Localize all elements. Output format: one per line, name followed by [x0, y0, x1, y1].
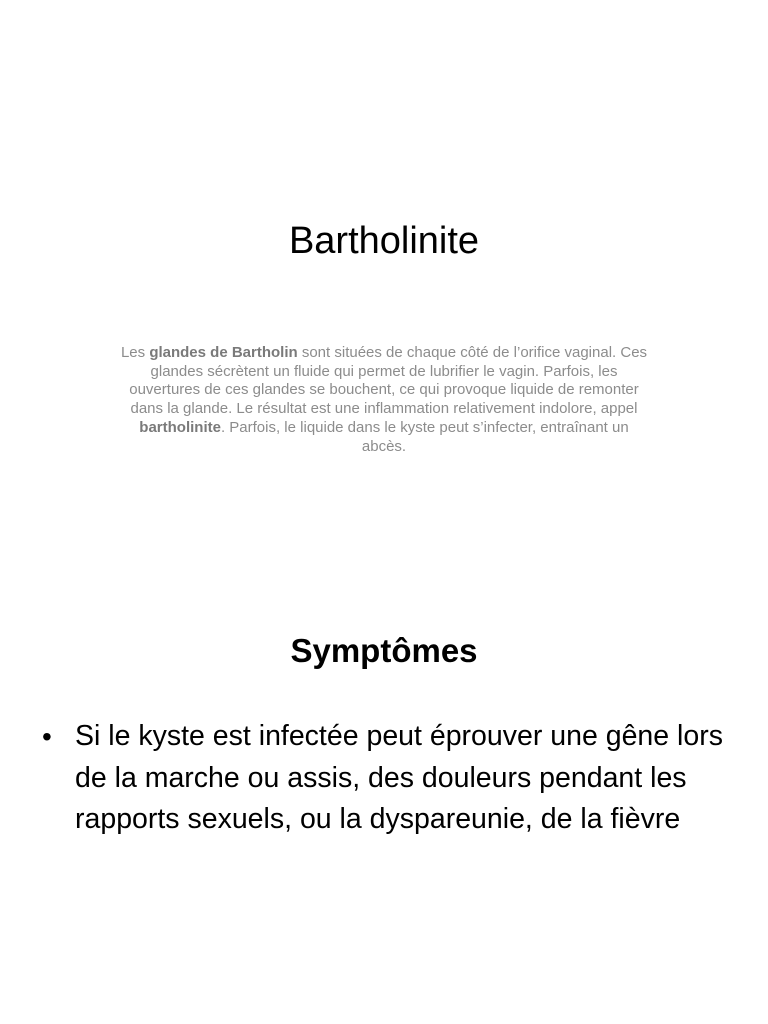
bullet-icon: • — [42, 721, 52, 752]
list-item — [42, 716, 732, 841]
intro-text-2: sont situées de chaque côté de l’orifice vaginal. Ces glandes sécrètent un fluide qui permet de lubrifier le vagin. Parfois, les ouvertures de ces glandes se bouchent, ce qui provoque liquide de remonter dans la glande. Le résultat est une inflammation relativement indolore, appel — [129, 344, 648, 418]
intro-bold-glandes: glandes de Bartholin — [149, 344, 298, 361]
symptom-list — [42, 716, 732, 841]
intro-bold-bartholinite: bartholinite — [139, 418, 221, 436]
slide-title: Bartholinite — [288, 220, 480, 263]
intro-text-1: Les — [120, 344, 150, 361]
intro-paragraph — [118, 344, 650, 456]
bullet-text: Si le kyste est infectée peut éprouver une gêne lors de la marche ou assis, des douleurs pendant les rapports sexuels, ou la dyspareunie, de la fièvre — [75, 720, 723, 835]
intro-text-3: . Parfois, le liquide dans le kyste peut s’infecter, entraînant un abcès. — [220, 418, 629, 455]
section-title: Symptômes — [290, 632, 478, 670]
